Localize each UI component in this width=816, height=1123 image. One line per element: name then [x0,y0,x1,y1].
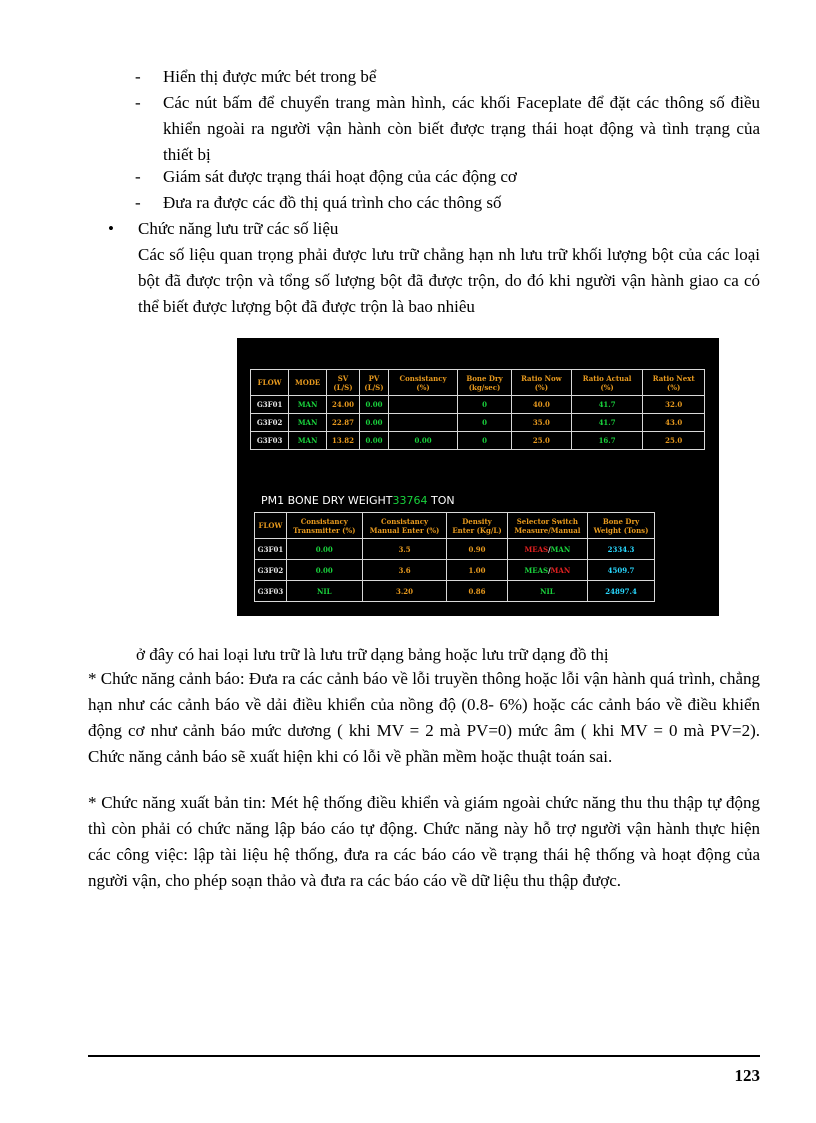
flow-cell: G3F02 [255,560,287,581]
dash-marker: - [135,167,141,186]
caption-line: ở đây có hai loại lưu trữ là lưu trữ dạng bảng hoặc lưu trữ dạng đồ thị [136,645,609,664]
ratio-actual-cell: 41.7 [571,414,643,432]
header-cell: Consistancy (%) [388,370,457,396]
sv-cell[interactable]: 24.00 [327,396,360,414]
header-cell: Bone Dry (kg/sec) [458,370,512,396]
bone-dry-cell: 0 [458,432,512,450]
sv-cell[interactable]: 22.87 [327,414,360,432]
alarm-paragraph: * Chức năng cảnh báo: Đưa ra các cảnh báo về lỗi truyền thông hoặc lỗi vận hành quá trình, chẳng hạn như các cảnh báo về dải điều khiển của nồng độ (0.8- 6%) hoặc các cảnh báo về điều khiển động cơ như cảnh báo mức dương ( khi MV = 2 mà PV=0) mức âm ( khi MV = 0 mà PV=2). Chức năng cảnh báo sẽ xuất hiện khi có lỗi về phần mềm hoặc thuật toán sai. [88,669,760,766]
dash-item-text: Các nút bấm để chuyển trang màn hình, các khối Faceplate để đặt các thông số điều khiển ngoài ra người vận hành còn biết được trạng thái hoạt động và tình trạng của thiết bị [163,93,760,164]
weight-value: 33764 [392,494,428,507]
ratio-now-cell: 40.0 [511,396,571,414]
dash-list-item [135,164,760,190]
header-cell: MODE [289,370,327,396]
report-paragraph: * Chức năng xuất bản tin: Mét hệ thống điều khiển và giám ngoài chức năng thu thu thập tự động thì còn phải có chức năng lập báo cáo tự động. Chức năng này hỗ trợ người vận hành thực hiện các công việc: lập tài liệu hệ thống, đưa ra các báo cáo về trạng thái hệ thống và hoạt động của người vận, cho phép soạn thảo và đưa ra các báo cáo về dữ liệu thu thập được. [88,793,760,890]
consistency-transmitter-cell: 0.00 [286,539,362,560]
header-cell: Selector Switch Measure/Manual [507,513,587,539]
pv-cell: 0.00 [359,432,388,450]
pv-cell: 0.00 [359,396,388,414]
consistency-transmitter-cell: 0.00 [286,560,362,581]
header-cell: Ratio Now (%) [511,370,571,396]
page-number: 123 [734,1066,760,1085]
ratio-next-cell[interactable]: 32.0 [643,396,705,414]
header-cell: FLOW [255,513,287,539]
flow-cell: G3F03 [255,581,287,602]
selector-man[interactable]: MAN [550,565,571,575]
header-cell: Ratio Next (%) [643,370,705,396]
density-cell[interactable]: 1.00 [447,560,507,581]
table-row [251,432,705,450]
header-cell: PV (L/S) [359,370,388,396]
table-row [255,581,655,602]
header-cell: SV (L/S) [327,370,360,396]
selector-separator: / [548,565,551,575]
dash-item-text: Đưa ra được các đồ thị quá trình cho các thông số [163,193,502,212]
table-header-row [251,370,705,396]
consistency-cell: 0.00 [388,432,457,450]
mode-cell[interactable]: MAN [289,432,327,450]
flow-cell: G3F01 [255,539,287,560]
dash-list-item [135,64,760,90]
selector-switch-cell[interactable] [507,581,587,602]
dash-marker: - [135,193,141,212]
dash-item-text: Hiển thị được mức bét trong bể [163,67,377,86]
footer-rule [88,1055,760,1057]
header-cell: Density Enter (Kg/L) [447,513,507,539]
density-cell[interactable]: 0.86 [447,581,507,602]
selector-meas[interactable]: MEAS [524,565,549,575]
table-row [255,560,655,581]
ratio-now-cell: 35.0 [511,414,571,432]
selector-separator: / [548,544,551,554]
bullet-heading: Chức năng lưu trữ các số liệu [138,219,339,238]
selector-man[interactable]: MAN [550,544,571,554]
header-cell: Bone Dry Weight (Tons) [588,513,655,539]
sv-cell[interactable]: 13.82 [327,432,360,450]
consistency-table [254,512,655,602]
flow-cell: G3F02 [251,414,289,432]
dash-marker: - [135,67,141,86]
dash-item-text: Giám sát được trạng thái hoạt động của các động cơ [163,167,517,186]
bone-dry-cell: 0 [458,396,512,414]
weight-cell: 4509.7 [588,560,655,581]
header-cell: Ratio Actual (%) [571,370,643,396]
bone-dry-cell: 0 [458,414,512,432]
consistency-cell [388,396,457,414]
weight-cell: 24897.4 [588,581,655,602]
ratio-next-cell[interactable]: 43.0 [643,414,705,432]
dash-list-item [135,190,760,216]
weight-label: PM1 BONE DRY WEIGHT [261,494,393,507]
selector-meas[interactable]: MEAS [524,544,549,554]
table-row [251,414,705,432]
flow-cell: G3F01 [251,396,289,414]
header-cell: Consistancy Transmitter (%) [286,513,362,539]
selector-meas: NIL [540,586,555,596]
pv-cell: 0.00 [359,414,388,432]
ratio-actual-cell: 16.7 [571,432,643,450]
consistency-manual-cell[interactable]: 3.5 [362,539,447,560]
mode-cell[interactable]: MAN [289,414,327,432]
table-header-row [255,513,655,539]
mode-cell[interactable]: MAN [289,396,327,414]
weight-cell: 2334.3 [588,539,655,560]
density-cell[interactable]: 0.90 [447,539,507,560]
weight-unit: TON [431,494,455,507]
selector-switch-cell[interactable] [507,539,587,560]
ratio-now-cell: 25.0 [511,432,571,450]
bullet-marker: • [108,219,114,238]
bone-dry-weight-title [261,494,455,507]
flow-ratio-table [250,369,705,450]
ratio-actual-cell: 41.7 [571,396,643,414]
consistency-manual-cell[interactable]: 3.20 [362,581,447,602]
consistency-manual-cell[interactable]: 3.6 [362,560,447,581]
table-row [255,539,655,560]
ratio-next-cell[interactable]: 25.0 [643,432,705,450]
scada-screenshot [237,338,719,616]
header-cell: Consistancy Manual Enter (%) [362,513,447,539]
consistency-transmitter-cell: NIL [286,581,362,602]
table-row [251,396,705,414]
dash-marker: - [135,93,141,112]
header-cell: FLOW [251,370,289,396]
flow-cell: G3F03 [251,432,289,450]
selector-switch-cell[interactable] [507,560,587,581]
consistency-cell [388,414,457,432]
storage-paragraph: Các số liệu quan trọng phải được lưu trữ chẳng hạn nh lưu trữ khối lượng bột của các loại bột đã được trộn và tổng số lượng bột đã được trộn, do đó khi người vận hành giao ca có thể biết được lượng bột đã được trộn là bao nhiêu [138,245,760,316]
dash-list-item [135,90,760,168]
